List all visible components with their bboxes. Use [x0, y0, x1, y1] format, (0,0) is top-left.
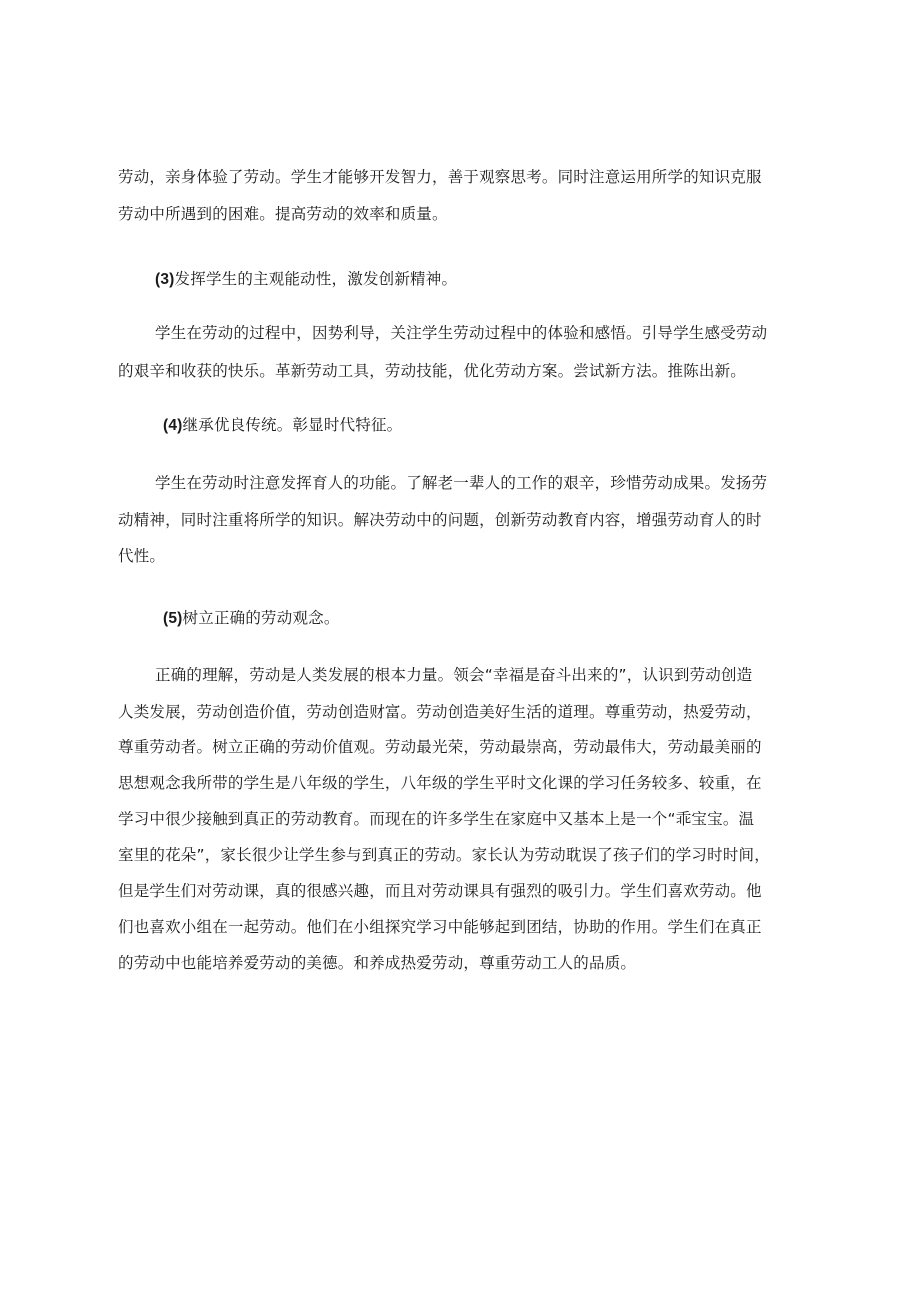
- paragraph-line: 动精神，同时注重将所学的知识。解决劳动中的问题，创新劳动教育内容，增强劳动育人的时: [118, 511, 762, 529]
- paragraph-line: 正确的理解，劳动是人类发展的根本力量。领会“幸福是奋斗出来的”，认识到劳动创造: [155, 666, 753, 684]
- heading-text: 发挥学生的主观能动性，激发创新精神。: [174, 271, 458, 288]
- paragraph-line: 思想观念我所带的学生是八年级的学生，八年级的学生平时文化课的学习任务较多、较重，在: [118, 774, 762, 792]
- paragraph-line: 人类发展，劳动创造价值，劳动创造财富。劳动创造美好生活的道理。尊重劳动，热爱劳动，: [118, 703, 762, 721]
- paragraph-line: 劳动中所遇到的困难。提高劳动的效率和质量。: [118, 205, 448, 223]
- heading-text: 继承优良传统。彰显时代特征。: [182, 417, 403, 434]
- paragraph-line: 代性。: [118, 547, 166, 565]
- paragraph-line: 学生在劳动时注意发挥育人的功能。了解老一辈人的工作的艰辛，珍惜劳动成果。发扬劳: [155, 474, 768, 492]
- paragraph-line: 但是学生们对劳动课，真的很感兴趣，而且对劳动课具有强烈的吸引力。学生们喜欢劳动。他: [118, 882, 762, 900]
- section-heading-5: [163, 609, 340, 629]
- paragraph-line: 学习中很少接触到真正的劳动教育。而现在的许多学生在家庭中又基本上是一个“乖宝宝。温: [118, 810, 755, 828]
- heading-number: (4): [163, 417, 183, 434]
- section-heading-3: [155, 270, 457, 290]
- heading-number: (3): [155, 271, 175, 288]
- paragraph-line: 的艰辛和收获的快乐。革新劳动工具，劳动技能，优化劳动方案。尝试新方法。推陈出新。: [118, 362, 747, 380]
- heading-number: (5): [163, 610, 183, 627]
- paragraph-line: 学生在劳动的过程中，因势利导，关注学生劳动过程中的体验和感悟。引导学生感受劳动: [155, 324, 768, 342]
- heading-text: 树立正确的劳动观念。: [182, 610, 340, 627]
- paragraph-line: 的劳动中也能培养爱劳动的美德。和养成热爱劳动，尊重劳动工人的品质。: [118, 954, 637, 972]
- section-heading-4: [163, 416, 402, 436]
- paragraph-line: 劳动，亲身体验了劳动。学生才能够开发智力，善于观察思考。同时注意运用所学的知识克服: [118, 168, 762, 186]
- paragraph-line: 室里的花朵”，家长很少让学生参与到真正的劳动。家长认为劳动耽误了孩子们的学习时时间，: [118, 846, 770, 864]
- paragraph-line: 们也喜欢小组在一起劳动。他们在小组探究学习中能够起到团结，协助的作用。学生们在真正: [118, 918, 762, 936]
- paragraph-line: 尊重劳动者。树立正确的劳动价值观。劳动最光荣，劳动最崇高，劳动最伟大，劳动最美丽的: [118, 738, 762, 756]
